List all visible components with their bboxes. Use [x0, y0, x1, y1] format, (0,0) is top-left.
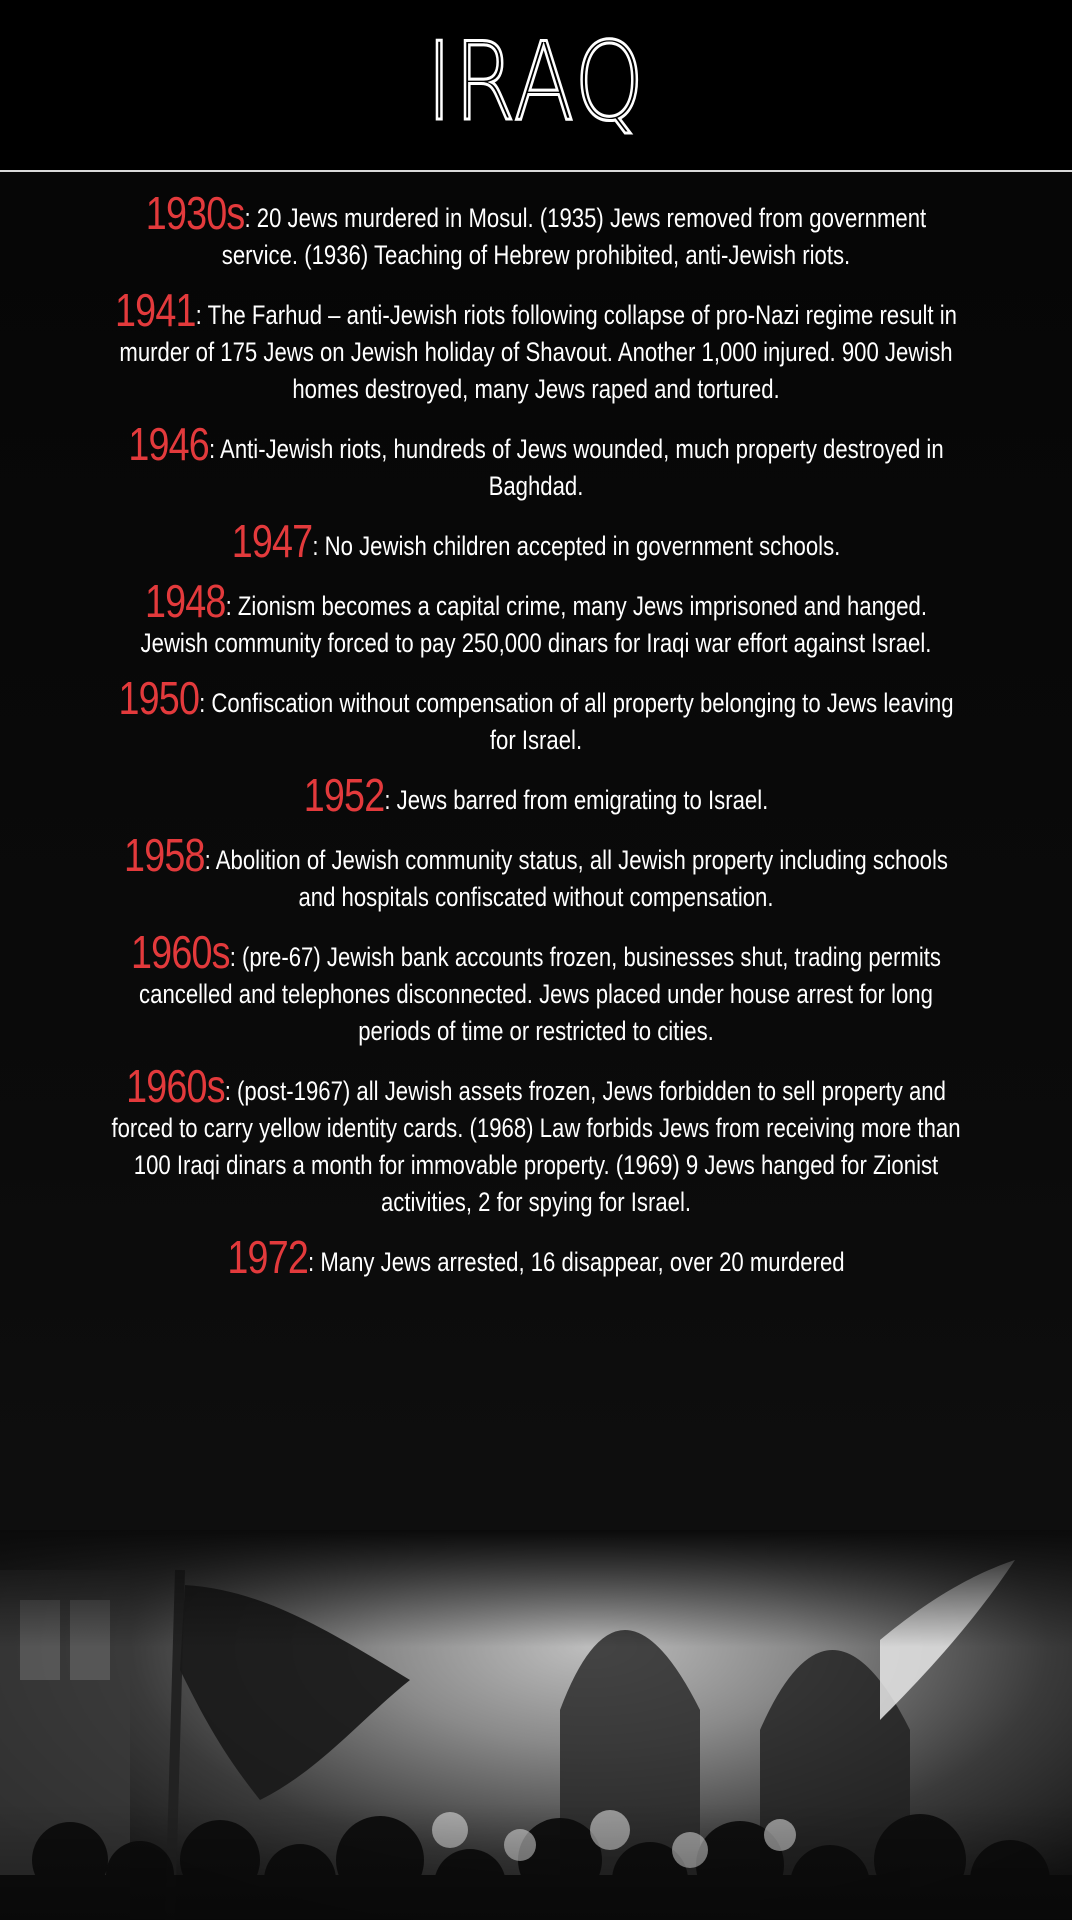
page-title: IRAQ	[426, 20, 646, 145]
timeline-entry-1950	[111, 672, 961, 759]
timeline-text: : Jews barred from emigrating to Israel.	[384, 785, 769, 815]
timeline-text: : Confiscation without compensation of all property belonging to Jews leaving for Israel.	[199, 688, 954, 755]
timeline-entry-1958	[111, 829, 961, 916]
timeline-entry-1972	[111, 1231, 961, 1283]
timeline-entry-1960s-pre	[111, 926, 961, 1050]
timeline-entry-1947	[111, 515, 961, 567]
timeline-year: 1958	[124, 829, 205, 881]
timeline-entry-1941	[111, 284, 961, 408]
title-divider	[0, 170, 1072, 172]
timeline-text: : (pre-67) Jewish bank accounts frozen, businesses shut, trading permits cancelled and telephones disconnected. Jews placed under house arrest for long periods of time or restricted to cities.	[139, 942, 941, 1046]
timeline-text: : Zionism becomes a capital crime, many Jews imprisoned and hanged. Jewish community forced to pay 250,000 dinars for Iraqi war effort against Israel.	[140, 591, 932, 658]
timeline-text: : Many Jews arrested, 16 disappear, over 20 murdered	[308, 1247, 845, 1277]
timeline-entry-1930s	[111, 187, 961, 274]
timeline-text: : No Jewish children accepted in government schools.	[312, 531, 841, 561]
crowd-photo-icon	[0, 1530, 1072, 1920]
timeline-year: 1930s	[145, 187, 245, 239]
timeline-entry-1952	[111, 769, 961, 821]
photo-fade-overlay	[0, 1530, 1072, 1920]
timeline-year: 1960s	[131, 926, 230, 978]
timeline-entry-1946	[111, 418, 961, 505]
timeline-year: 1946	[128, 418, 209, 470]
timeline-year: 1952	[303, 769, 385, 821]
timeline-text: : Abolition of Jewish community status, all Jewish property including schools and hospitals confiscated without compensation.	[204, 845, 948, 912]
timeline-entry-1948	[111, 575, 961, 662]
timeline-text: : Anti-Jewish riots, hundreds of Jews wounded, much property destroyed in Baghdad.	[208, 434, 944, 501]
timeline-text: : (post-1967) all Jewish assets frozen, Jews forbidden to sell property and forced to carry yellow identity cards. (1968) Law forbids Jews from receiving more than 100 Iraqi dinars a month for immovable property. (1969) 9 Jews hanged for Zionist activities, 2 for spying for Israel.	[111, 1076, 961, 1217]
timeline-year: 1947	[231, 515, 313, 567]
timeline-year: 1950	[118, 672, 200, 724]
timeline-text: : 20 Jews murdered in Mosul. (1935) Jews removed from government service. (1936) Teaching of Hebrew prohibited, anti-Jewish riots.	[221, 203, 927, 270]
timeline-year: 1941	[115, 284, 196, 336]
timeline	[18, 187, 1054, 1299]
timeline-entry-1960s-post	[111, 1060, 961, 1221]
timeline-year: 1960s	[126, 1060, 225, 1112]
timeline-text: : The Farhud – anti-Jewish riots following collapse of pro-Nazi regime result in murder of 175 Jews on Jewish holiday of Shavout. Another 1,000 injured. 900 Jewish homes destroyed, many Jews raped and tortured.	[119, 300, 957, 404]
timeline-year: 1948	[144, 575, 226, 627]
timeline-year: 1972	[227, 1231, 309, 1283]
header	[0, 0, 1072, 170]
